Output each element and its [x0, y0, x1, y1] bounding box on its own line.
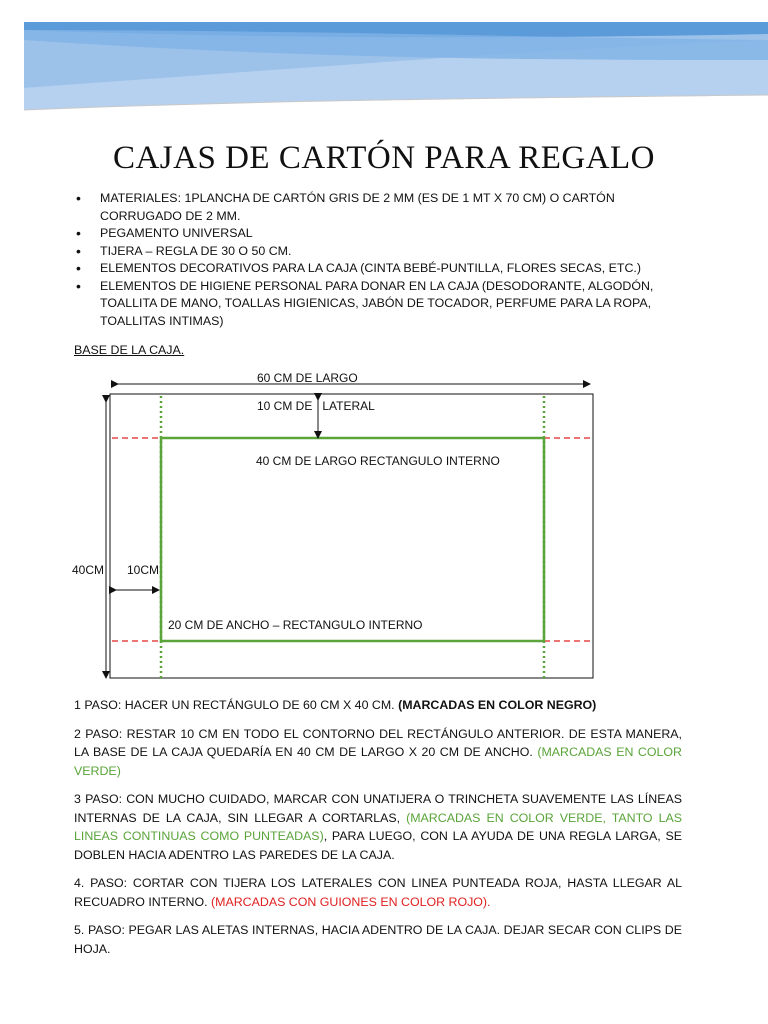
- label-height: 40CM: [72, 563, 105, 577]
- box-base-diagram: [0, 360, 768, 690]
- step-4: [74, 874, 682, 911]
- label-length: 60 CM DE LARGO: [257, 371, 358, 385]
- step-text: 5. PASO: PEGAR LAS ALETAS INTERNAS, HACIA ADENTRO DE LA CAJA. DEJAR SECAR CON CLIPS DE HOJA.: [74, 923, 682, 956]
- step-text-after: , PARA LUEGO, CON LA AYUDA DE UNA REGLA LARGA, SE DOBLEN HACIA ADENTRO LAS PAREDES DE LA CAJA.: [74, 829, 682, 862]
- step-note: (MARCADAS EN COLOR NEGRO): [398, 698, 597, 712]
- step-note: (MARCADAS EN COLOR VERDE): [74, 745, 682, 778]
- list-item: • ELEMENTOS DE HIGIENE PERSONAL PARA DONAR EN LA CAJA (DESODORANTE, ALGODÓN, TOALLITA DE MANO, TOALLAS HIGIENICAS, JABÓN DE TOCADOR, PERFUME PARA LA ROPA, TOALLITAS INTIMAS): [74, 278, 684, 331]
- label-inner-width: 20 CM DE ANCHO – RECTANGULO INTERNO: [168, 618, 423, 632]
- steps-section: [74, 696, 682, 968]
- step-note: (MARCADAS CON GUIONES EN COLOR ROJO).: [211, 894, 491, 909]
- list-item: • PEGAMENTO UNIVERSAL: [74, 225, 684, 243]
- label-side: 10CM: [127, 563, 160, 577]
- step-text: 1 PASO: HACER UN RECTÁNGULO DE 60 CM X 40 CM.: [74, 698, 399, 712]
- materials-list: [74, 190, 684, 330]
- step-1: [74, 696, 682, 715]
- step-text: 3 PASO: CON MUCHO CUIDADO, MARCAR CON UNATIJERA O TRINCHETA SUAVEMENTE LAS LÍNEAS INTERNAS DE LA CAJA, SIN LLEGAR A CORTARLAS,: [74, 792, 682, 825]
- diagram-drawing: [0, 360, 768, 690]
- list-item: • MATERIALES: 1PLANCHA DE CARTÓN GRIS DE 2 MM (ES DE 1 MT X 70 CM) O CARTÓN CORRUGADO DE 2 MM.: [74, 190, 684, 225]
- header-wave-banner: [0, 0, 768, 120]
- step-2: [74, 725, 682, 781]
- list-item: • TIJERA – REGLA DE 30 O 50 CM.: [74, 243, 684, 261]
- section-title-base: BASE DE LA CAJA.: [74, 343, 185, 357]
- step-text: 4. PASO: CORTAR CON TIJERA LOS LATERALES CON LINEA PUNTEADA ROJA, HASTA LLEGAR AL RECUADRO INTERNO.: [74, 876, 682, 909]
- label-inner-length: 40 CM DE LARGO RECTANGULO INTERNO: [256, 454, 500, 468]
- label-lateral: 10 CM DE LATERAL: [257, 399, 375, 413]
- step-3: [74, 790, 682, 864]
- step-note: (MARCADAS EN COLOR VERDE, TANTO LAS LINEAS CONTINUAS COMO PUNTEADAS): [74, 810, 682, 843]
- step-5: [74, 921, 682, 958]
- step-text: 2 PASO: RESTAR 10 CM EN TODO EL CONTORNO DEL RECTÁNGULO ANTERIOR. DE ESTA MANERA, LA BASE DE LA CAJA QUEDARÍA EN 40 CM DE LARGO X 20 CM DE ANCHO.: [74, 726, 682, 759]
- list-item: • ELEMENTOS DECORATIVOS PARA LA CAJA (CINTA BEBÉ-PUNTILLA, FLORES SECAS, ETC.): [74, 260, 684, 278]
- page-title: CAJAS DE CARTÓN PARA REGALO: [112, 140, 656, 176]
- outer-rectangle: [110, 394, 593, 678]
- inner-rectangle: [161, 438, 544, 641]
